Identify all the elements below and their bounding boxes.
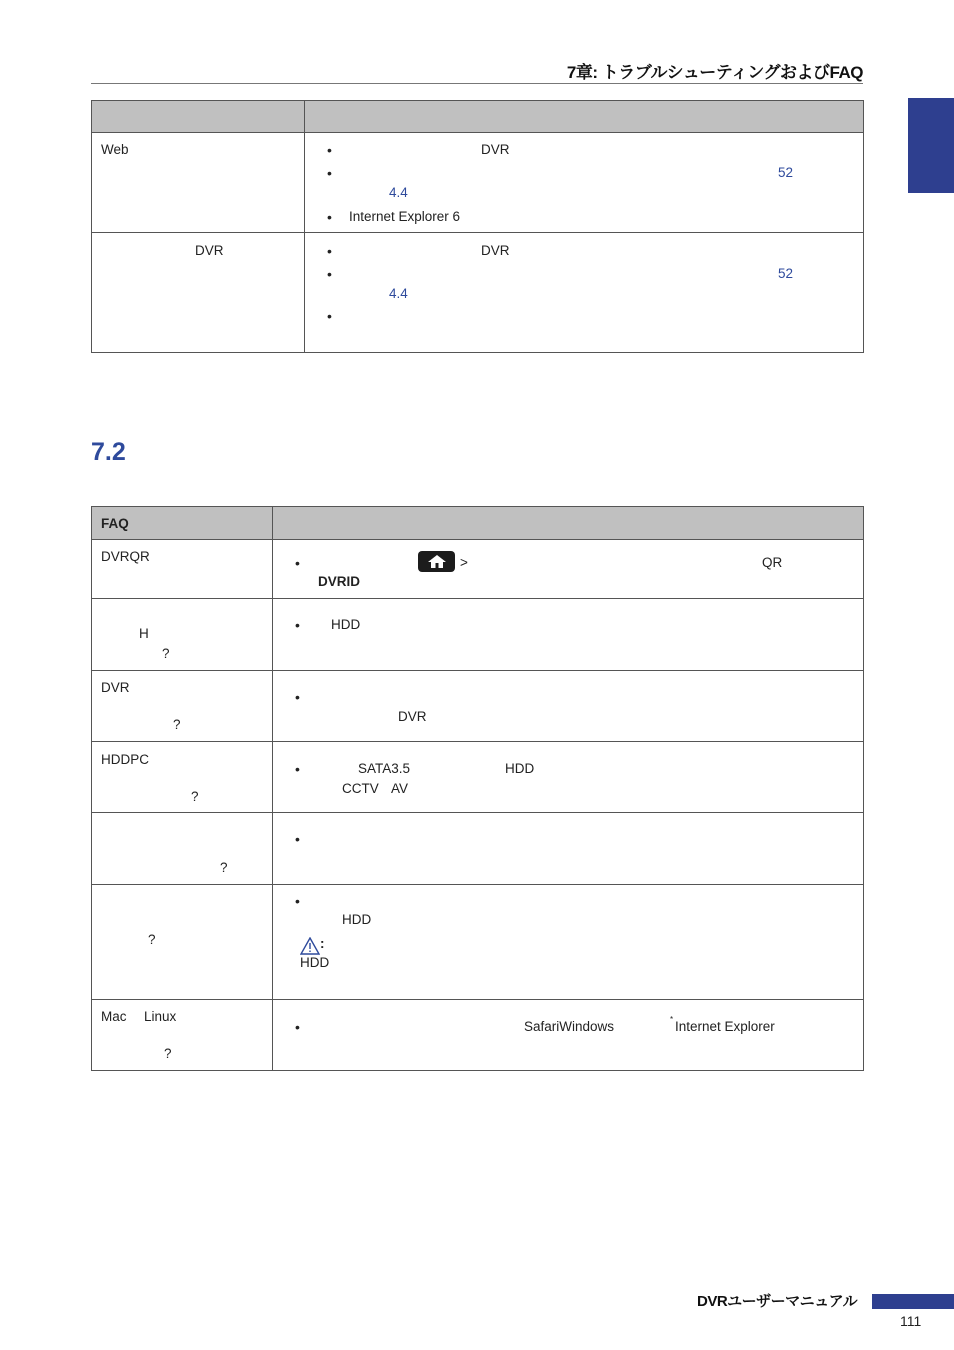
solution-text: DVR <box>481 142 510 157</box>
question-text: ? <box>173 717 181 732</box>
table-row <box>92 885 864 1000</box>
bullet: • <box>295 1019 300 1035</box>
solution-text: DVR <box>481 243 510 258</box>
bullet: • <box>327 243 332 259</box>
answer-text: QR <box>762 555 783 570</box>
answer-text: HDD <box>342 912 372 927</box>
bullet: • <box>327 165 332 181</box>
header-cell-solution <box>305 101 864 133</box>
table-header-row <box>92 101 864 133</box>
answer-text: Internet Explorer <box>675 1019 775 1034</box>
table-row <box>92 671 864 742</box>
bullet: • <box>295 761 300 777</box>
question-text: DVR <box>101 680 130 695</box>
answer-text: SafariWindows <box>524 1019 615 1034</box>
table-row <box>92 540 864 599</box>
question-text: Mac <box>101 1009 127 1024</box>
bullet: • <box>295 893 300 909</box>
problem-text: DVR <box>195 243 224 258</box>
bullet: • <box>295 617 300 633</box>
answer-emphasis: DVRID <box>318 574 361 589</box>
table-row <box>92 599 864 671</box>
warning-icon <box>300 937 320 955</box>
question-text: H <box>139 626 149 641</box>
question-text: Linux <box>144 1009 177 1024</box>
warning-colon: : <box>320 936 325 951</box>
bullet: • <box>327 308 332 324</box>
answer-text: HDD <box>331 617 361 632</box>
footnote-mark: * <box>670 1015 674 1024</box>
page-link[interactable]: 52 <box>778 266 794 281</box>
question-text: HDDPC <box>101 752 150 767</box>
menu-separator: > <box>460 555 468 570</box>
warning-text: HDD <box>300 955 330 970</box>
question-text: ? <box>191 789 199 804</box>
solution-text: Internet Explorer 6 <box>349 209 461 224</box>
home-icon <box>426 554 448 569</box>
question-text: ? <box>164 1046 172 1061</box>
troubleshooting-table <box>91 100 864 353</box>
bullet: • <box>327 209 332 225</box>
section-link[interactable]: 4.4 <box>389 185 408 200</box>
answer-text: HDD <box>505 761 535 776</box>
table-row <box>92 1000 864 1071</box>
answer-text: AV <box>391 781 409 796</box>
manual-title: DVRユーザーマニュアル <box>697 1293 858 1310</box>
answer-text: SATA3.5 <box>358 761 411 776</box>
table-row <box>92 233 864 353</box>
header-cell-answer <box>273 507 864 540</box>
question-text: ? <box>148 932 156 947</box>
bullet: • <box>295 689 300 705</box>
section-number: 7.2 <box>91 438 126 466</box>
header-cell-faq: FAQ <box>101 516 129 531</box>
bullet: • <box>327 142 332 158</box>
header-divider <box>91 83 863 84</box>
page-link[interactable]: 52 <box>778 165 794 180</box>
chapter-side-tab <box>908 98 954 193</box>
question-text: ? <box>162 646 170 661</box>
question-text: ? <box>220 860 228 875</box>
question-text: DVRQR <box>101 549 150 564</box>
bullet: • <box>327 266 332 282</box>
faq-table <box>91 506 864 1071</box>
problem-text: Web <box>101 142 129 157</box>
header-cell-problem <box>92 101 305 133</box>
section-link[interactable]: 4.4 <box>389 286 408 301</box>
table-header-row <box>92 507 864 540</box>
table-row <box>92 742 864 813</box>
table-row <box>92 813 864 885</box>
table-row <box>92 133 864 233</box>
home-button-icon <box>418 551 455 572</box>
answer-text: CCTV <box>342 781 379 796</box>
bullet: • <box>295 831 300 847</box>
footer-accent-bar <box>872 1294 954 1309</box>
page-number: 111 <box>900 1313 922 1329</box>
chapter-title: 7章: トラブルシューティングおよびFAQ <box>566 63 863 82</box>
answer-text: DVR <box>398 709 427 724</box>
bullet: • <box>295 555 300 571</box>
